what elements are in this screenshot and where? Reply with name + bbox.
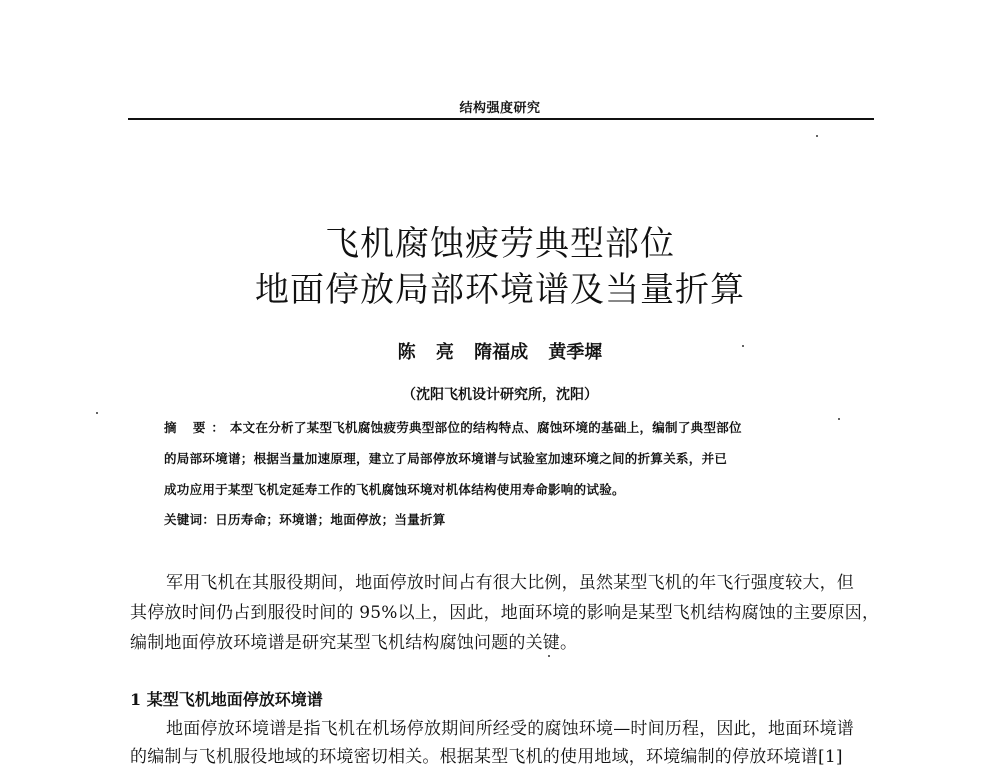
header-rule <box>128 118 874 120</box>
authors: 陈 亮 隋福成 黄季墀 <box>397 342 603 363</box>
scan-speck <box>548 655 550 657</box>
scan-speck <box>742 345 744 347</box>
section-1-heading: 1 某型飞机地面停放环境谱 <box>130 690 323 709</box>
scan-speck <box>96 412 98 414</box>
section-1-line-2: 的编制与飞机服役地域的环境密切相关。根据某型飞机的使用地域，环境编制的停放环境谱[1] <box>130 747 843 767</box>
affiliation: （沈阳飞机设计研究所，沈阳） <box>402 387 598 403</box>
paper-title-line-2: 地面停放局部环境谱及当量折算 <box>255 270 745 310</box>
paper-title-line-1: 飞机腐蚀疲劳典型部位 <box>325 224 675 264</box>
section-1-line-1: 地面停放环境谱是指飞机在机场停放期间所经受的腐蚀环境—时间历程，因此，地面环境谱 <box>166 719 854 739</box>
scan-speck <box>838 418 840 420</box>
abstract-line-1 <box>164 418 742 436</box>
abstract-label: 摘 要： <box>164 420 230 435</box>
abstract-line-2: 的局部环境谱；根据当量加速原理，建立了局部停放环境谱与试验室加速环境之间的折算关系，并已 <box>164 451 728 466</box>
intro-paragraph-line-2: 其停放时间仍占到服役时间的 95%以上，因此，地面环境的影响是某型飞机结构腐蚀的主要原因， <box>130 603 880 623</box>
keywords-text: 日历寿命；环境谱；地面停放；当量折算 <box>215 512 446 527</box>
scan-speck <box>816 135 818 137</box>
keywords-line <box>164 510 446 528</box>
running-header: 结构强度研究 <box>459 101 541 116</box>
abstract-line-3: 成功应用于某型飞机定延寿工作的飞机腐蚀环境对机体结构使用寿命影响的试验。 <box>164 482 625 497</box>
intro-paragraph-line-1: 军用飞机在其服役期间，地面停放时间占有很大比例，虽然某型飞机的年飞行强度较大，但 <box>166 573 854 593</box>
keywords-label: 关键词： <box>164 512 216 527</box>
abstract-text-1: 本文在分析了某型飞机腐蚀疲劳典型部位的结构特点、腐蚀环境的基础上，编制了典型部位 <box>229 420 742 435</box>
intro-paragraph-line-3: 编制地面停放环境谱是研究某型飞机结构腐蚀问题的关键。 <box>130 633 578 653</box>
